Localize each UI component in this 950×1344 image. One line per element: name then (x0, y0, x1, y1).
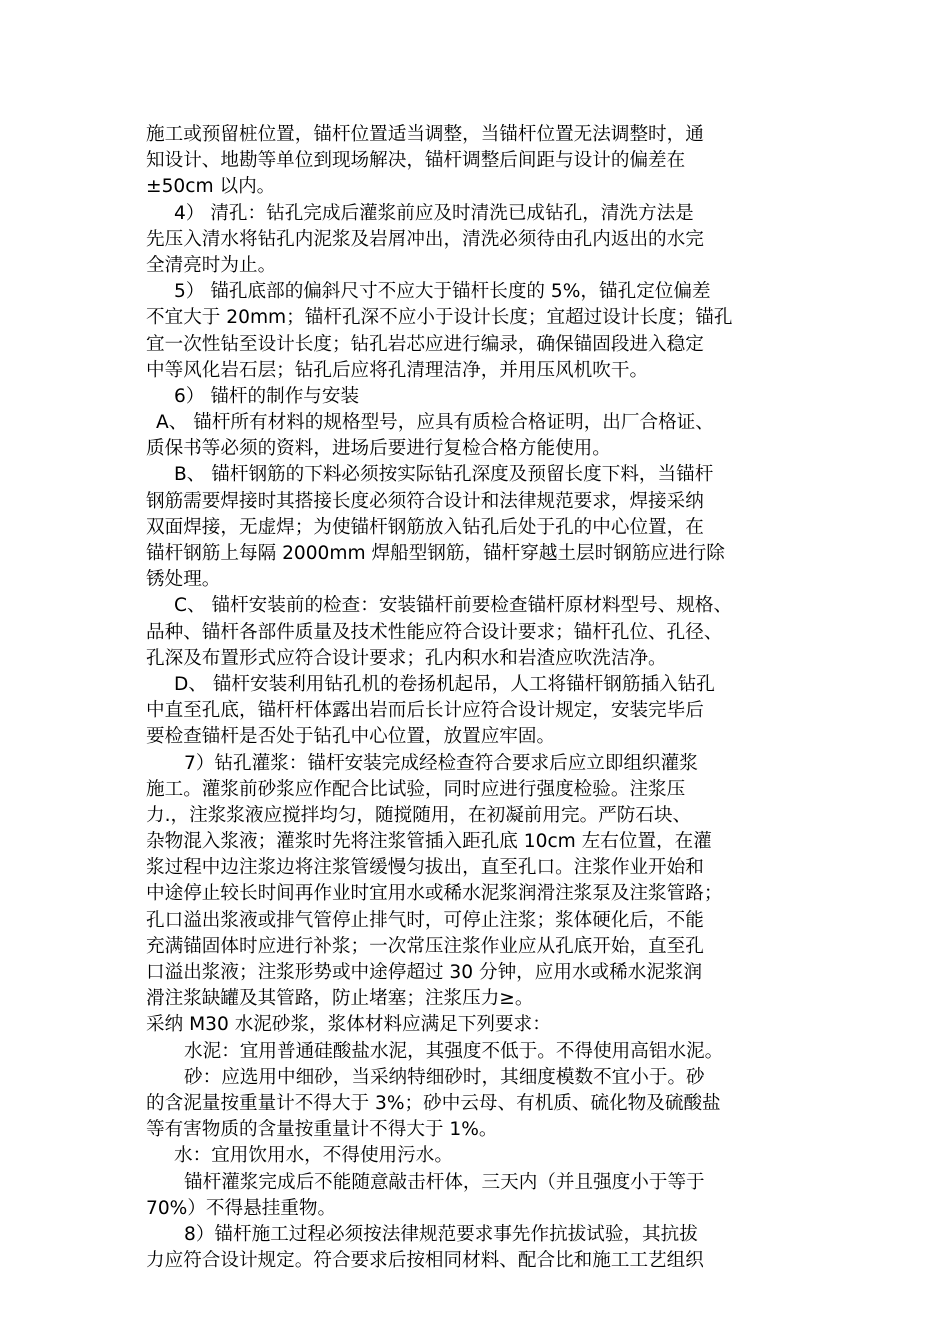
text-line: 采纳 M30 水泥砂浆，浆体材料应满足下列要求： (146, 1014, 551, 1036)
text-line: 质保书等必须的资料，进场后要进行复检合格方能使用。 (146, 438, 611, 460)
text-line: 力应符合设计规定。符合要求后按相同材料、配合比和施工工艺组织 (146, 1250, 704, 1272)
text-line: 力.，注浆浆液应搅拌均匀，随搅随用，在初凝前用完。严防石块、 (146, 804, 692, 826)
text-line: 施工或预留桩位置，锚杆位置适当调整，当锚杆位置无法调整时，通 (146, 124, 704, 145)
text-line: 6） 锚杆的制作与安装 (174, 385, 360, 407)
text-line: 砂：应选用中细砂，当采纳特细砂时，其细度模数不宜小于。砂 (184, 1066, 705, 1088)
text-line: 孔口溢出浆液或排气管停止排气时，可停止注浆；浆体硬化后，不能 (146, 909, 704, 931)
text-line: D、 锚杆安装利用钻孔机的卷扬机起吊，人工将锚杆钢筋插入钻孔 (174, 673, 715, 695)
text-line: 水泥：宜用普通硅酸盐水泥，其强度不低于。不得使用高铝水泥。 (184, 1040, 724, 1062)
text-line: 锚杆钢筋上每隔 2000mm 焊船型钢筋，锚杆穿越土层时钢筋应进行除 (146, 543, 725, 564)
text-line: 浆过程中边注浆边将注浆管缓慢匀拔出，直至孔口。注浆作业开始和 (146, 857, 704, 879)
text-line: A、 锚杆所有材料的规格型号，应具有质检合格证明，出厂合格证、 (156, 412, 714, 434)
text-line: 5） 锚孔底部的偏斜尺寸不应大于锚杆长度的 5%，锚孔定位偏差 (174, 281, 711, 303)
text-line: 先压入清水将钻孔内泥浆及岩屑冲出，清洗必须待由孔内返出的水完 (146, 228, 704, 250)
body-text (146, 122, 846, 1274)
text-line: 滑注浆缺罐及其管路，防止堵塞；注浆压力≥。 (146, 988, 534, 1010)
text-line: 中直至孔底，锚杆杆体露出岩而后长计应符合设计规定，安装完毕后 (146, 700, 704, 722)
text-line: 杂物混入浆液；灌浆时先将注浆管插入距孔底 10cm 左右位置，在灌 (146, 831, 712, 853)
text-line: 孔深及布置形式应符合设计要求；孔内积水和岩渣应吹洗洁净。 (146, 647, 667, 669)
text-line: 的含泥量按重量计不得大于 3%；砂中云母、有机质、硫化物及硫酸盐 (146, 1092, 721, 1114)
text-line: C、 锚杆安装前的检查：安装锚杆前要检查锚杆原材料型号、规格、 (174, 595, 733, 617)
text-line: 口溢出浆液；注浆形势或中途停超过 30 分钟，应用水或稀水泥浆润 (146, 962, 703, 983)
text-line: 中途停止较长时间再作业时宜用水或稀水泥浆润滑注浆泵及注浆管路； (146, 883, 723, 905)
text-line: ±50cm 以内。 (146, 176, 276, 198)
text-line: 充满锚固体时应进行补浆；一次常压注浆作业应从孔底开始，直至孔 (146, 935, 704, 957)
text-line: 等有害物质的含量按重量计不得大于 1%。 (146, 1119, 498, 1141)
text-line: 8）锚杆施工过程必须按法律规范要求事先作抗拔试验，其抗拔 (184, 1223, 698, 1245)
text-line: 宜一次性钻至设计长度；钻孔岩芯应进行编录，确保锚固段进入稳定 (146, 333, 704, 355)
text-line: 70%）不得悬挂重物。 (146, 1197, 337, 1219)
text-line: 4） 清孔：钻孔完成后灌浆前应及时清洗已成钻孔，清洗方法是 (174, 202, 694, 224)
text-line: 品种、锚杆各部件质量及技术性能应符合设计要求；锚杆孔位、孔径、 (146, 621, 723, 643)
text-line: 要检查锚杆是否处于钻孔中心位置，放置应牢固。 (146, 726, 556, 748)
text-line: 知设计、地勘等单位到现场解决，锚杆调整后间距与设计的偏差在 (146, 150, 686, 172)
text-line: 全清亮时为止。 (146, 254, 277, 276)
text-line: 7）钻孔灌浆：锚杆安装完成经检查符合要求后应立即组织灌浆 (184, 752, 698, 774)
text-line: 不宜大于 20mm；锚杆孔深不应小于设计长度；宜超过设计长度；锚孔 (146, 307, 733, 329)
text-line: 钢筋需要焊接时其搭接长度必须符合设计和法律规范要求，焊接采纳 (146, 490, 704, 512)
text-line: 锚杆灌浆完成后不能随意敲击杆体，三天内（并且强度小于等于 (184, 1171, 705, 1193)
text-line: 水：宜用饮用水，不得使用污水。 (174, 1145, 453, 1167)
text-line: 双面焊接，无虚焊；为使锚杆钢筋放入钻孔后处于孔的中心位置，在 (146, 516, 704, 538)
text-line: 中等风化岩石层；钻孔后应将孔清理洁净，并用压风机吹干。 (146, 359, 649, 381)
text-line: 锈处理。 (146, 569, 221, 591)
text-line: 施工。灌浆前砂浆应作配合比试验，同时应进行强度检验。注浆压 (146, 778, 686, 800)
text-line: B、 锚杆钢筋的下料必须按实际钻孔深度及预留长度下料，当锚杆 (174, 464, 714, 486)
